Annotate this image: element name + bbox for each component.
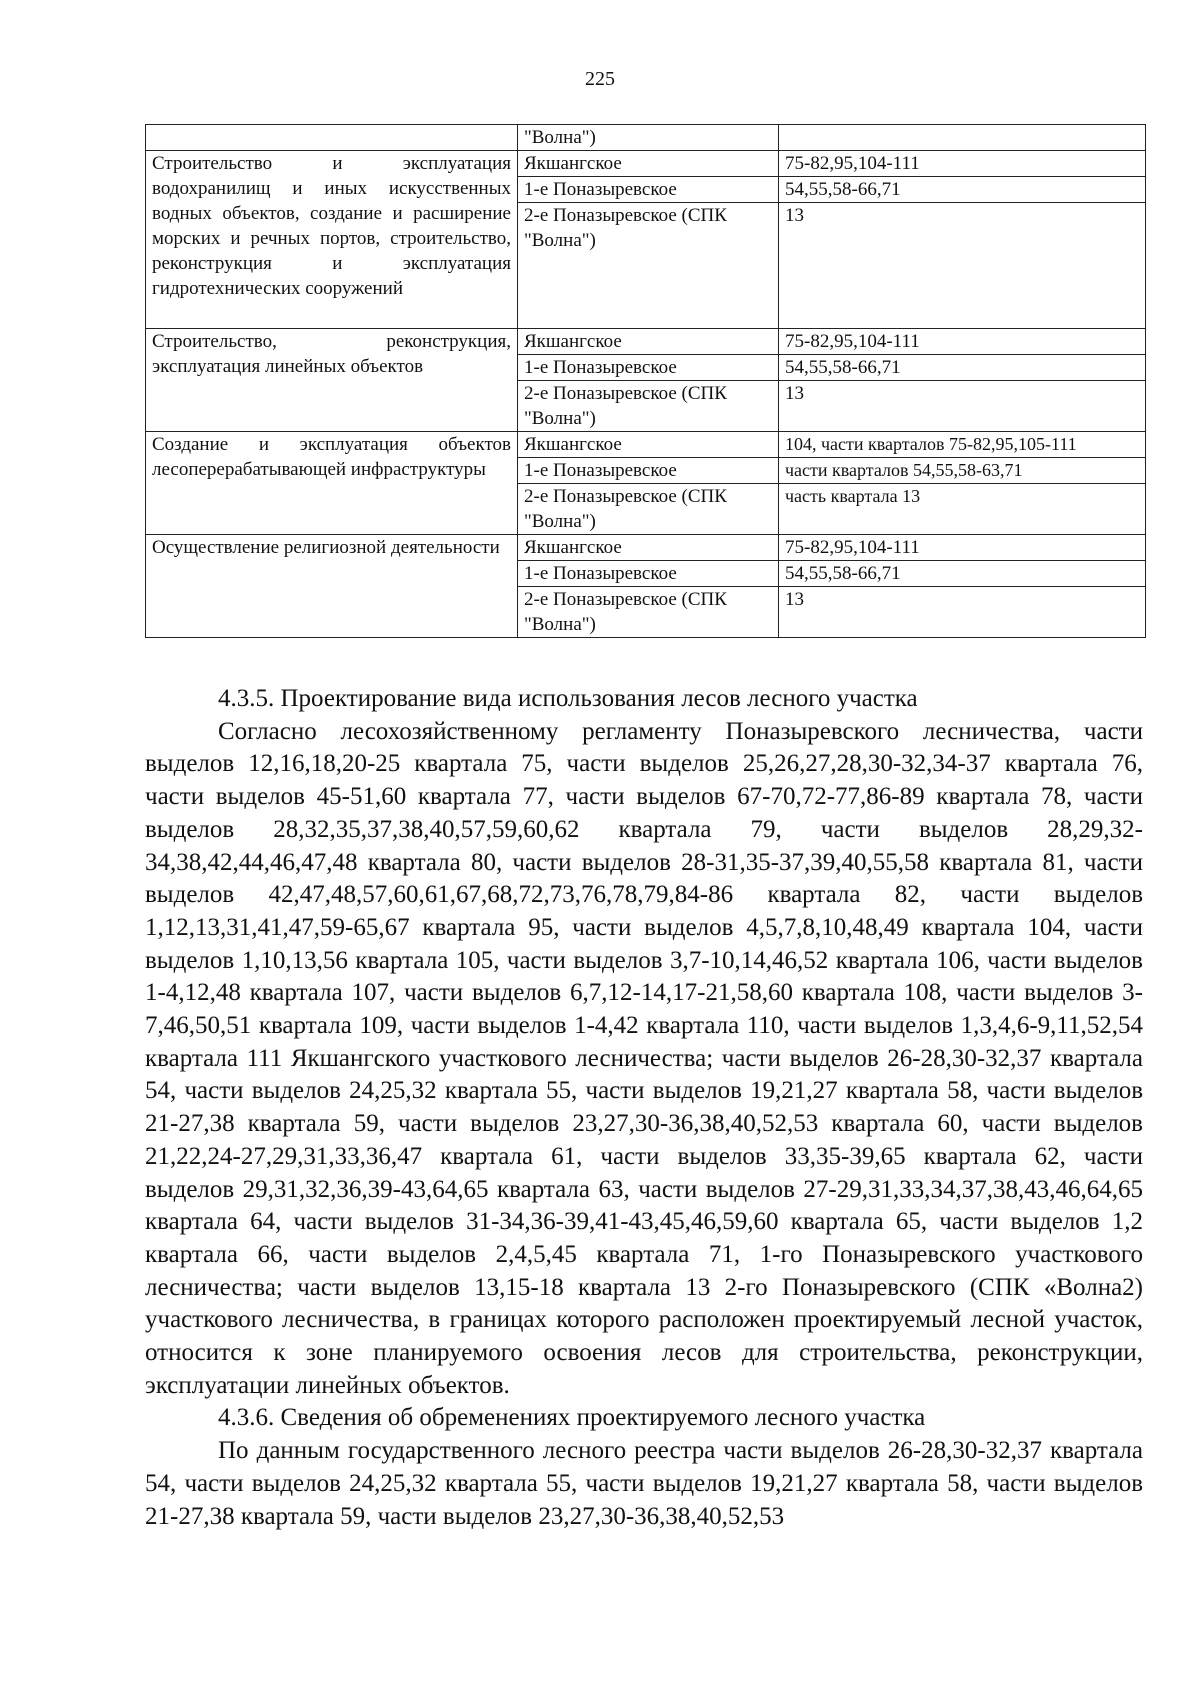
forestry-cell: 2-е Поназыревское (СПК "Волна") xyxy=(518,484,779,535)
paragraph-4-3-5: Согласно лесохозяйственному регламенту Поназыревского лесничества, части выделов 12,16,18,20-25 квартала 75, части выделов 25,26,27,28,30-32,34-37 квартала 76, части выделов 45-51,60 квартала 77, части выделов 67-70,72-77,86-89 квартала 78, части выделов 28,32,35,37,38,40,57,59,60,62 квартала 79, части выделов 28,29,32-34,38,42,44,46,47,48 квартала 80, части выделов 28-31,35-37,39,40,55,58 квартала 81, части выделов 42,47,48,57,60,61,67,68,72,73,76,78,79,84-86 квартала 82, части выделов 1,12,13,31,41,47,59-65,67 квартала 95, части выделов 4,5,7,8,10,48,49 квартала 104, части выделов 1,10,13,56 квартала 105, части выделов 3,7-10,14,46,52 квартала 106, части выделов 1-4,12,48 квартала 107, части выделов 6,7,12-14,17-21,58,60 квартала 108, части выделов 3-7,46,50,51 квартала 109, части выделов 1-4,42 квартала 110, части выделов 1,3,4,6-9,11,52,54 квартала 111 Якшангского участкового лесничества; части выделов 26-28,30-32,37 квартала 54, части выделов 24,25,32 квартала 55, части выделов 19,21,27 квартала 58, части выделов 21-27,38 квартала 59, части выделов 23,27,30-36,38,40,52,53 квартала 60, части выделов 21,22,24-27,29,31,33,36,47 квартала 61, части выделов 33,35-39,65 квартала 62, части выделов 29,31,32,36,39-43,64,65 квартала 63, части выделов 27-29,31,33,34,37,38,43,46,64,65 квартала 64, части выделов 31-34,36-39,41-43,45,46,59,60 квартала 65, части выделов 1,2 квартала 66, части выделов 2,4,5,45 квартала 71, 1-го Поназыревского участкового лесничества; части выделов 13,15-18 квартала 13 2-го Поназыревского (СПК «Волна2) участкового лесничества, в границах которого расположен проектируемый лесной участок, относится к зоне планируемого освоения лесов для строительства, реконструкции, эксплуатации линейных объектов. xyxy=(145,717,1143,1399)
forestry-cell: Якшангское xyxy=(518,151,779,177)
quarters-cell: часть квартала 13 xyxy=(779,484,1146,535)
forestry-cell: 2-е Поназыревское (СПК "Волна") xyxy=(518,587,779,638)
table-cell: "Волна") xyxy=(518,125,779,151)
quarters-cell: части кварталов 54,55,58-63,71 xyxy=(779,458,1146,484)
forestry-cell: Якшангское xyxy=(518,535,779,561)
forestry-cell: 1-е Поназыревское xyxy=(518,355,779,381)
body-text xyxy=(145,683,1143,1533)
forestry-cell: 1-е Поназыревское xyxy=(518,177,779,203)
table-row xyxy=(146,329,1146,355)
quarters-cell: 75-82,95,104-111 xyxy=(779,151,1146,177)
forest-use-table xyxy=(145,124,1146,638)
quarters-cell: 54,55,58-66,71 xyxy=(779,177,1146,203)
activity-cell: Строительство, реконструкция, эксплуатация линейных объектов xyxy=(146,329,518,432)
table-row xyxy=(146,125,1146,151)
paragraph-4-3-6: По данным государственного лесного реестра части выделов 26-28,30-32,37 квартала 54, части выделов 24,25,32 квартала 55, части выделов 19,21,27 квартала 58, части выделов 21-27,38 квартала 59, части выделов 23,27,30-36,38,40,52,53 xyxy=(145,1437,1143,1530)
section-heading-4-3-5: 4.3.5. Проектирование вида использования лесов лесного участка xyxy=(218,685,918,712)
table-row xyxy=(146,151,1146,177)
page-number: 225 xyxy=(585,68,615,90)
quarters-cell: 75-82,95,104-111 xyxy=(779,535,1146,561)
quarters-cell: 104, части кварталов 75-82,95,105-111 xyxy=(779,432,1146,458)
activity-cell: Строительство и эксплуатация водохранилищ и иных искусственных водных объектов, создание и расширение морских и речных портов, строительство, реконструкция и эксплуатация гидротехнических сооружений xyxy=(146,151,518,329)
quarters-cell: 13 xyxy=(779,381,1146,432)
quarters-cell: 75-82,95,104-111 xyxy=(779,329,1146,355)
forestry-cell: 2-е Поназыревское (СПК "Волна") xyxy=(518,381,779,432)
table-cell xyxy=(779,125,1146,151)
quarters-cell: 54,55,58-66,71 xyxy=(779,355,1146,381)
table-row xyxy=(146,432,1146,458)
activity-cell: Осуществление религиозной деятельности xyxy=(146,535,518,638)
forestry-cell: 1-е Поназыревское xyxy=(518,561,779,587)
activity-cell: Создание и эксплуатация объектов лесоперерабатывающей инфраструктуры xyxy=(146,432,518,535)
quarters-cell: 54,55,58-66,71 xyxy=(779,561,1146,587)
forestry-cell: Якшангское xyxy=(518,329,779,355)
section-heading-4-3-6: 4.3.6. Сведения об обременениях проектируемого лесного участка xyxy=(218,1404,926,1432)
quarters-cell: 13 xyxy=(779,203,1146,329)
forestry-cell: 1-е Поназыревское xyxy=(518,458,779,484)
table-row xyxy=(146,535,1146,561)
forestry-cell: Якшангское xyxy=(518,432,779,458)
forestry-cell: 2-е Поназыревское (СПК "Волна") xyxy=(518,203,779,329)
table-cell xyxy=(146,125,518,151)
quarters-cell: 13 xyxy=(779,587,1146,638)
